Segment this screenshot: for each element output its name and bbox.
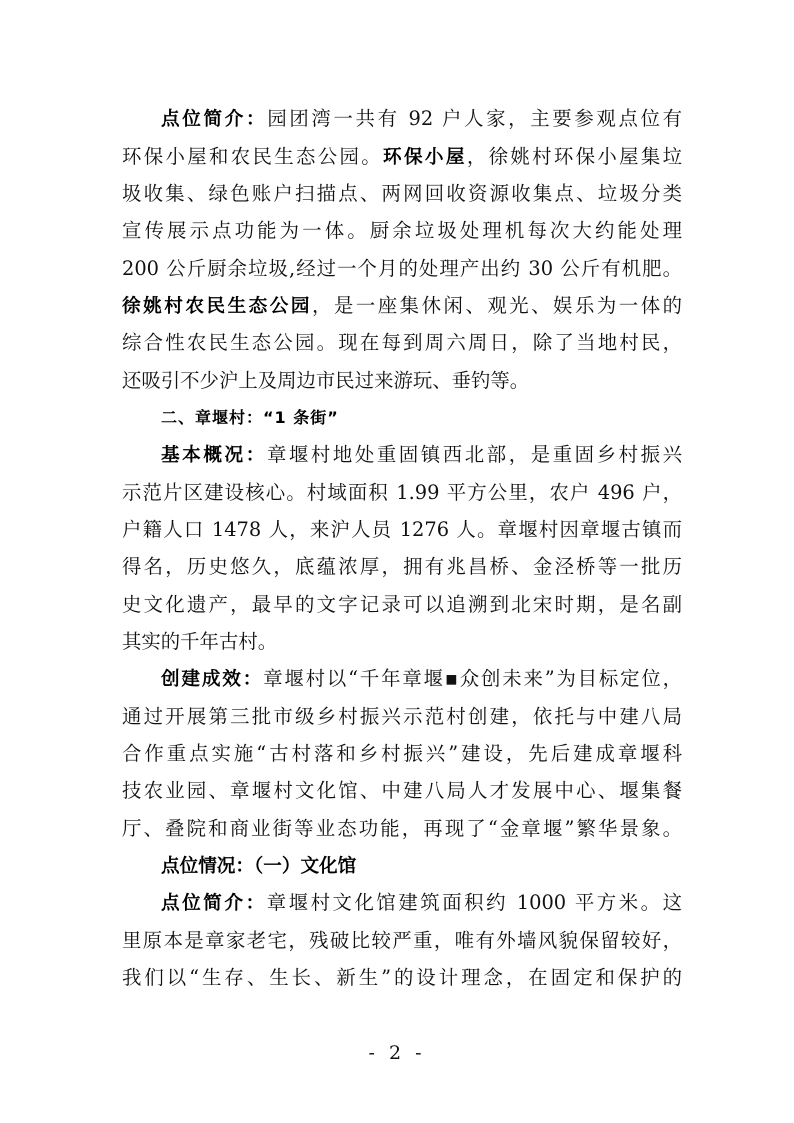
section-label: 创建成效： xyxy=(161,669,264,690)
paragraph-line: 里原本是章家老宅，残破比较严重，唯有外墙风貌保留较好， xyxy=(122,929,682,952)
paragraph-line: 通过开展第三批市级乡村振兴示范村创建，依托与中建八局 xyxy=(122,705,682,728)
paragraph-line: 技农业园、章堰村文化馆、中建八局人才发展中心、堰集餐 xyxy=(122,779,682,802)
section-label: 点位简介： xyxy=(161,109,268,130)
paragraph-line: 其实的千年古村。 xyxy=(122,630,278,653)
text-run: ，徐姚村环保小屋集垃 xyxy=(466,145,682,168)
paragraph-line: 我们以“生存、生长、新生”的设计理念，在固定和保护的 xyxy=(122,966,682,989)
paragraph-line xyxy=(122,288,682,324)
paragraph-line: 厅、叠院和商业街等业态功能，再现了“金章堰”繁华景象。 xyxy=(122,817,682,840)
paragraph-line xyxy=(122,139,682,175)
section-label: 基本概况： xyxy=(161,445,267,466)
paragraph-line xyxy=(161,101,682,137)
bold-term: 环保小屋 xyxy=(383,147,467,168)
section-label: 点位简介： xyxy=(161,893,267,914)
section-heading-text: 二、章堰村：“1 条街” xyxy=(161,408,339,427)
paragraph-line: 户籍人口 1478 人，来沪人员 1276 人。章堰村因章堰古镇而 xyxy=(122,518,682,541)
paragraph-line: 还吸引不少沪上及周边市民过来游玩、垂钓等。 xyxy=(122,369,530,392)
text-run: 章堰村以“千年章堰▪众创未来”为目标定位， xyxy=(263,667,682,690)
section-heading xyxy=(161,399,682,435)
text-run: 环保小屋和农民生态公园。 xyxy=(122,145,384,168)
paragraph-line xyxy=(161,437,682,473)
paragraph-line xyxy=(161,885,682,921)
paragraph-line: 示范片区建设核心。村域面积 1.99 平方公里，农户 496 户， xyxy=(122,481,682,504)
paragraph-line: 宣传展示点功能为一体。厨余垃圾处理机每次大约能处理 xyxy=(122,219,682,242)
text-run: 章堰村地处重固镇西北部，是重固乡村振兴 xyxy=(266,443,682,466)
paragraph-line: 合作重点实施“古村落和乡村振兴”建设，先后建成章堰科 xyxy=(122,742,682,765)
paragraph-line: 圾收集、绿色账户扫描点、两网回收资源收集点、垃圾分类 xyxy=(122,182,682,205)
subsection-heading xyxy=(161,848,682,884)
text-run: 章堰村文化馆建筑面积约 1000 平方米。这 xyxy=(266,891,682,914)
subsection-heading-text: 点位情况：（一）文化馆 xyxy=(161,856,357,877)
paragraph-line xyxy=(161,661,682,697)
paragraph-line: 得名，历史悠久，底蕴浓厚，拥有兆昌桥、金泾桥等一批历 xyxy=(122,555,682,578)
paragraph-line: 史文化遗产，最早的文字记录可以追溯到北宋时期，是名副 xyxy=(122,593,682,616)
page-number: - 2 - xyxy=(368,1042,426,1064)
text-run: 园团湾一共有 92 户人家，主要参观点位有 xyxy=(267,107,682,130)
paragraph-line: 综合性农民生态公园。现在每到周六周日，除了当地村民， xyxy=(122,331,682,354)
bold-term: 徐姚村农民生态公园 xyxy=(122,296,313,317)
text-run: ，是一座集休闲、观光、娱乐为一体的 xyxy=(312,294,682,317)
paragraph-line: 200 公斤厨余垃圾,经过一个月的处理产出约 30 公斤有机肥。 xyxy=(122,257,682,280)
